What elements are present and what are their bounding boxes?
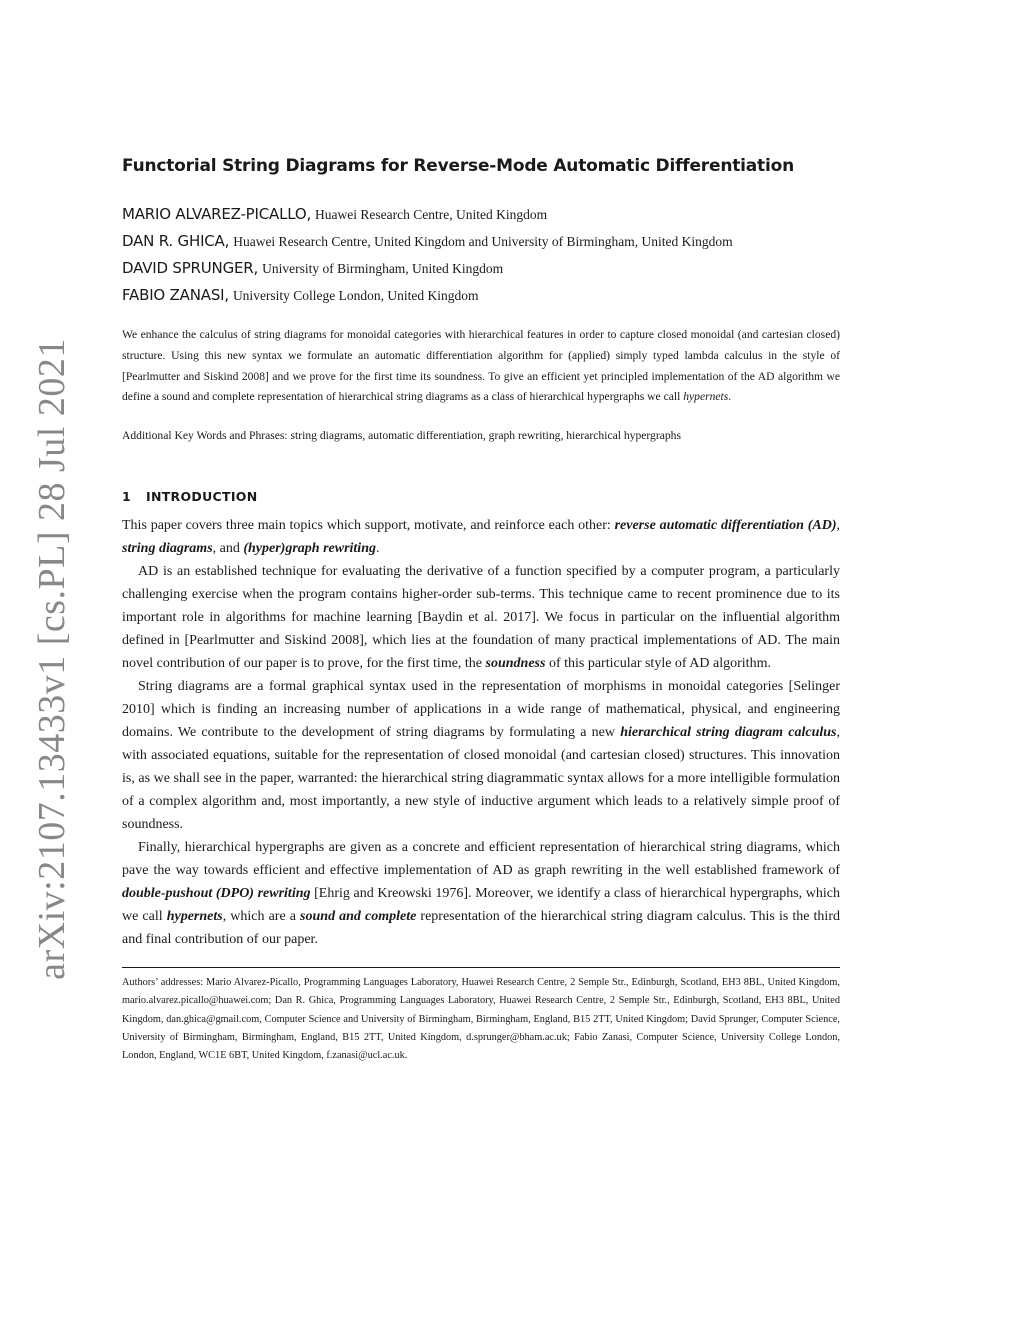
- author-entry: [122, 228, 840, 255]
- body-paragraph: [122, 560, 840, 675]
- emphasized-term: sound and complete: [300, 909, 417, 925]
- keywords: Additional Key Words and Phrases: string diagrams, automatic differentiation, graph rewriting, hierarchical hypergraphs: [122, 429, 681, 443]
- paragraph-text: Finally, hierarchical hypergraphs are given as a concrete and efficient representation of hierarchical string diagrams, which pave the way towards efficient and effective implementation of AD as graph rewriting in the well established framework of: [122, 840, 840, 879]
- emphasized-term: reverse automatic differentiation (AD): [614, 518, 837, 534]
- author-entry: [122, 255, 840, 282]
- author-entry: [122, 201, 840, 228]
- section-number: 1: [122, 489, 131, 505]
- paragraph-text: [Ehrig and Kreowski 1976]. Moreover, we identify a class of hierarchical hypergraphs, which we call: [122, 886, 840, 925]
- paragraph-text: .: [375, 541, 380, 557]
- abstract-term: hypernets: [683, 390, 729, 404]
- author-name: MARIO ALVAREZ-PICALLO,: [122, 205, 312, 223]
- emphasized-term: hierarchical string diagram calculus: [620, 725, 837, 741]
- author-name: FABIO ZANASI,: [122, 286, 229, 304]
- paragraph-text: , and: [212, 541, 244, 557]
- emphasized-term: string diagrams: [122, 541, 213, 557]
- emphasized-term: double-pushout (DPO) rewriting: [122, 886, 311, 902]
- abstract: [122, 325, 840, 408]
- footnote-divider: [122, 967, 840, 968]
- author-list: [122, 201, 840, 309]
- author-name: DAN R. GHICA,: [122, 232, 230, 250]
- arxiv-identifier-text: arXiv:2107.13433v1 [cs.PL] 28 Jul 2021: [31, 338, 74, 980]
- section-title: INTRODUCTION: [146, 489, 258, 505]
- author-affiliation: Huawei Research Centre, United Kingdom and University of Birmingham, United Kingdom: [233, 234, 733, 249]
- paragraph-text: ,: [836, 518, 840, 534]
- paragraph-text: AD is an established technique for evaluating the derivative of a function specified by a computer program, a particularly challenging exercise when the program contains higher-order sub-terms. This technique came to recent prominence due to its important role in algorithms for machine learning [Baydin et al. 2017]. We focus in particular on the influential algorithm defined in [Pearlmutter and Siskind 2008], which lies at the foundation of many practical implementations of AD. The main novel contribution of our paper is to prove, for the first time, the: [122, 564, 840, 672]
- author-name: DAVID SPRUNGER,: [122, 259, 259, 277]
- paragraph-text: String diagrams are a formal graphical syntax used in the representation of morphisms in monoidal categories [Selinger 2010] which is finding an increasing number of applications in a wide range of mathematical, physical, and engineering domains. We contribute to the development of string diagrams by formulating a new: [122, 679, 840, 741]
- arxiv-identifier-stamp: [24, 338, 80, 980]
- body-paragraph: [122, 675, 840, 836]
- section-heading: [122, 486, 840, 508]
- paragraph-text: , with associated equations, suitable for the representation of closed monoidal (and cartesian closed) structures. This innovation is, as we shall see in the paper, warranted: the hierarchical string diagrammatic syntax allows for a more intelligible formulation of a complex algorithm and, most importantly, a new style of inductive argument which leads to a relatively simple proof of soundness.: [122, 725, 841, 833]
- body-paragraph: [122, 514, 840, 560]
- authors-addresses-footnote: Authors’ addresses: Mario Alvarez-Picallo, Programming Languages Laboratory, Huawei Research Centre, 2 Semple Str., Edinburgh, Scotland, EH3 8BL, United Kingdom, mario.alvarez.picallo@huawei.com; Dan R. Ghica, Programming Languages Laboratory, Huawei Research Centre, 2 Semple Str., Edinburgh, Scotland, EH3 8BL, United Kingdom, dan.ghica@gmail.com, Computer Science and University of Birmingham, Birmingham, England, B15 2TT, United Kingdom; David Sprunger, Computer Science, University of Birmingham, Birmingham, England, B15 2TT, United Kingdom, d.sprunger@bham.ac.uk; Fabio Zanasi, Computer Science, University College London, London, England, WC1E 6BT, United Kingdom, f.zanasi@ucl.ac.uk.: [122, 977, 840, 1061]
- paragraph-text: This paper covers three main topics which support, motivate, and reinforce each other:: [122, 518, 615, 534]
- paragraph-text: , which are a: [222, 909, 301, 925]
- author-entry: [122, 282, 840, 309]
- abstract-text: We enhance the calculus of string diagrams for monoidal categories with hierarchical features in order to capture closed monoidal (and cartesian closed) structure. Using this new syntax we formulate an automatic differentiation algorithm for (applied) simply typed lambda calculus in the style of [Pearlmutter and Siskind 2008] and we prove for the first time its soundness. To give an efficient yet principled implementation of the AD algorithm we define a sound and complete representation of hierarchical string diagrams as a class of hierarchical hypergraphs we call: [122, 328, 840, 404]
- abstract-end: .: [728, 390, 732, 404]
- paragraph-text: representation of the hierarchical string diagram calculus. This is the third and final contribution of our paper.: [122, 909, 840, 948]
- paragraph-text: of this particular style of AD algorithm.: [545, 656, 771, 672]
- emphasized-term: (hyper)graph rewriting: [243, 541, 376, 557]
- emphasized-term: hypernets: [166, 909, 223, 925]
- emphasized-term: soundness: [485, 656, 546, 672]
- paper-first-page: [122, 150, 840, 1065]
- author-affiliation: University College London, United Kingdom: [232, 288, 479, 303]
- paper-title: Functorial String Diagrams for Reverse-Mode Automatic Differentiation: [122, 156, 794, 176]
- author-affiliation: University of Birmingham, United Kingdom: [262, 261, 504, 276]
- author-affiliation: Huawei Research Centre, United Kingdom: [315, 207, 548, 222]
- body-paragraph: [122, 836, 840, 951]
